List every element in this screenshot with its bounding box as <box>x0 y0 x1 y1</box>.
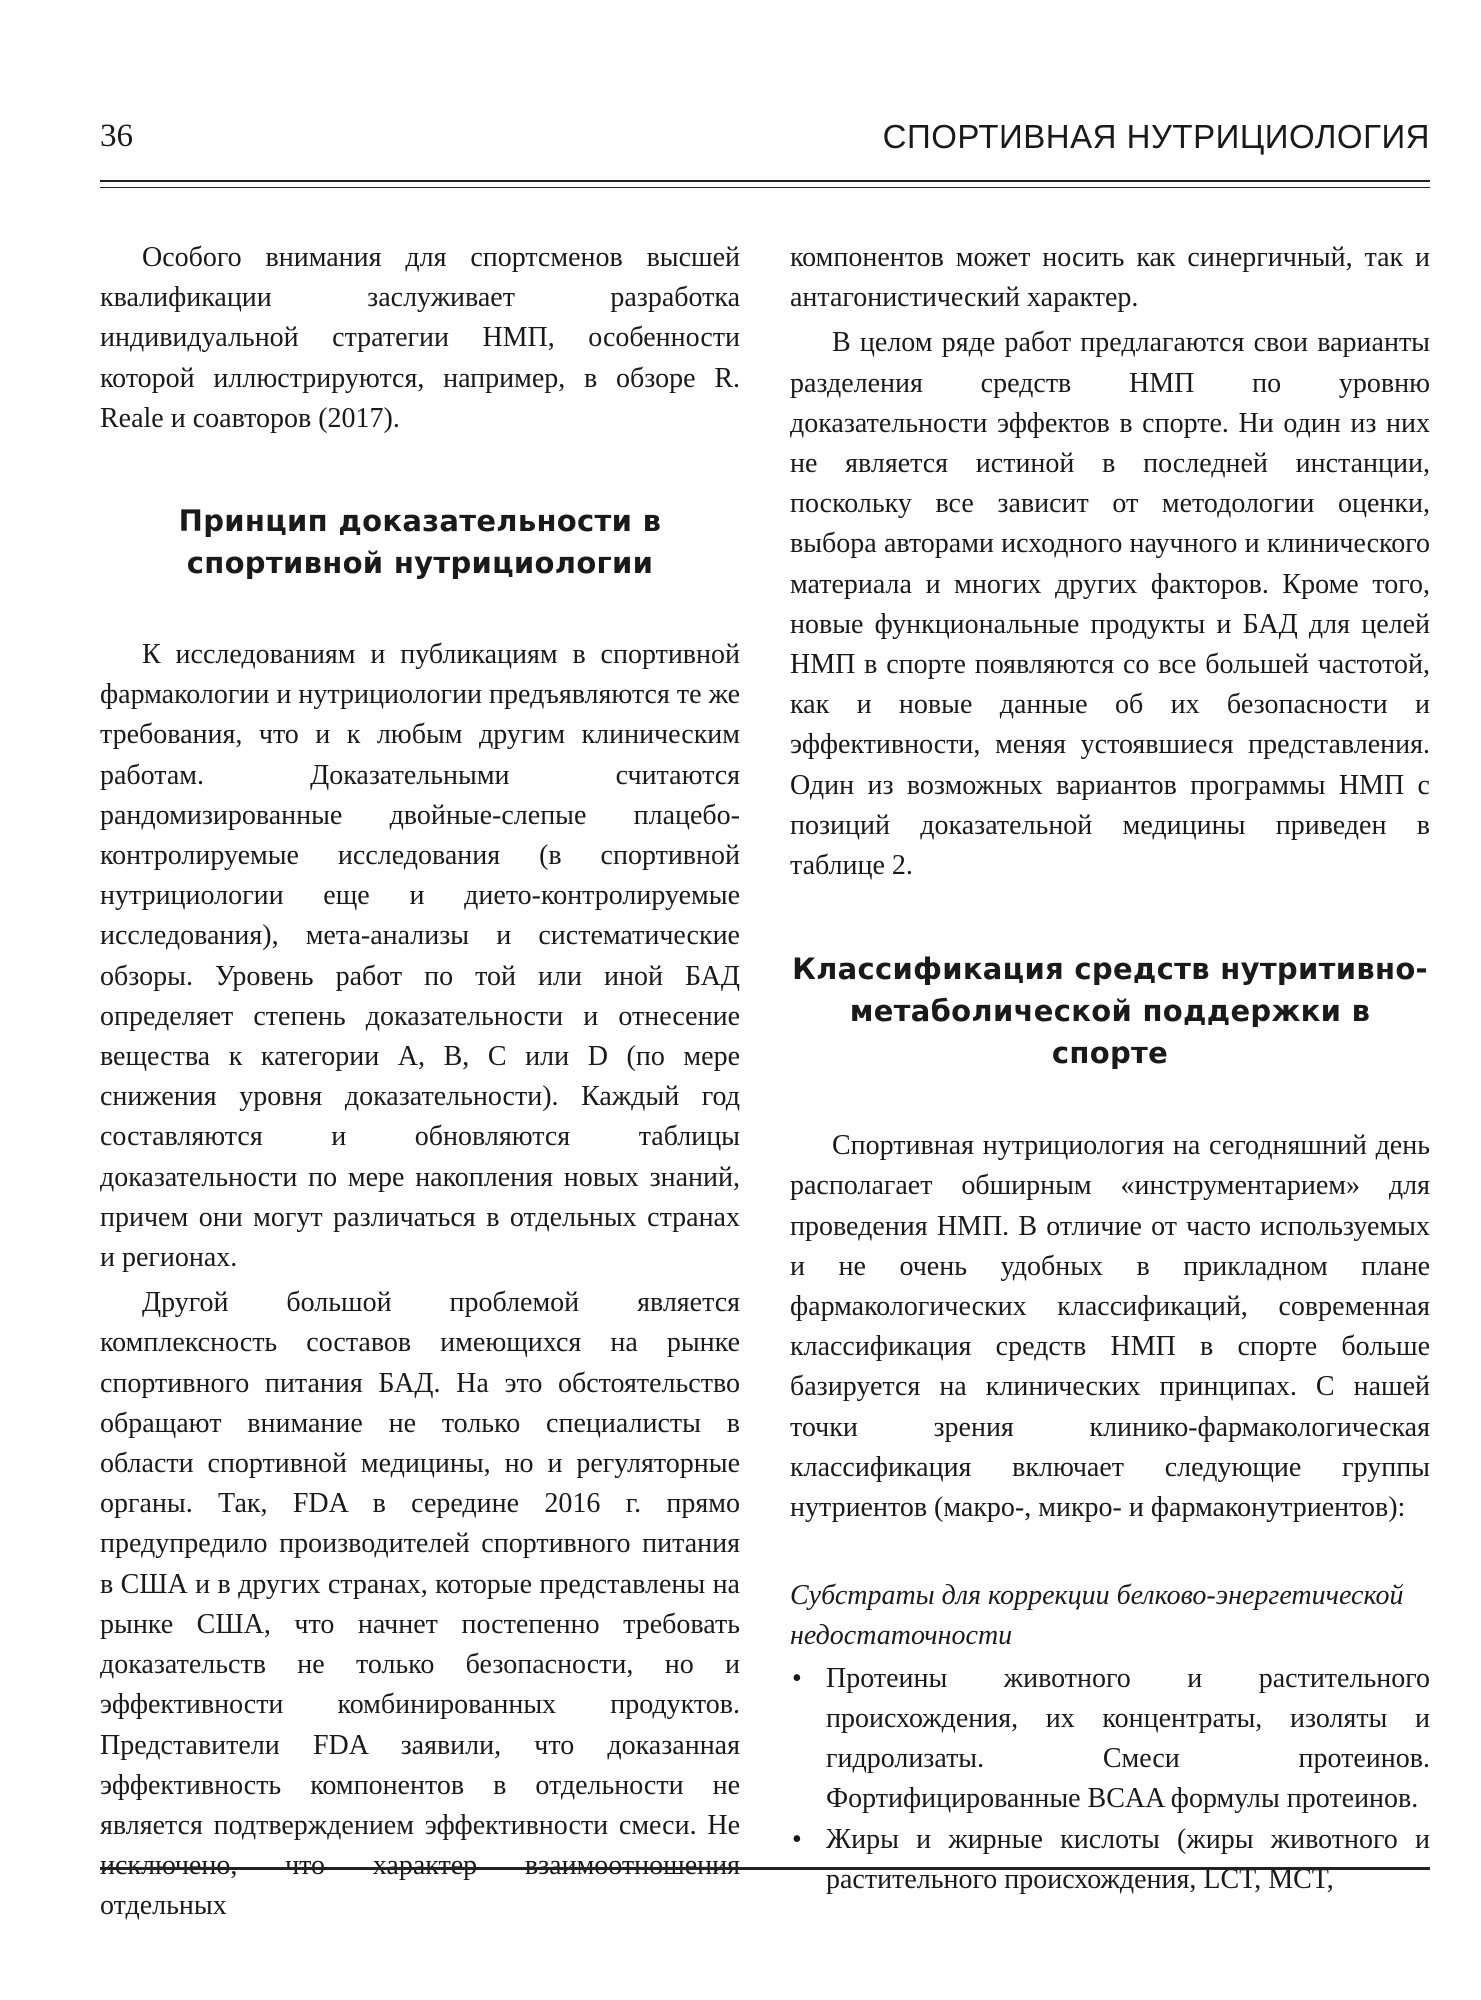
list-item-text: Жиры и жирные кислоты (жиры животного и растительного происхождения, LCT, MCT, <box>826 1823 1430 1895</box>
running-title: СПОРТИВНАЯ НУТРИЦИОЛОГИЯ <box>882 118 1430 155</box>
list-item <box>790 1659 1430 1820</box>
page-header <box>100 118 1430 168</box>
paragraph: Особого внимания для спортсменов высшей квалификации заслуживает разработка индивидуальной стратегии НМП, особенности которой иллюстрируются, например, в обзоре R. Reale и соавторов (2017). <box>100 242 740 434</box>
footer-rule <box>100 1867 1430 1870</box>
bullet-icon: • <box>792 1823 802 1855</box>
list-item-text: Протеины животного и растительного происхождения, их концентраты, изоляты и гидролизаты. Смеси протеинов. Фортифицированные BCAA формулы протеинов. <box>826 1662 1430 1815</box>
bullet-list <box>790 1659 1430 1900</box>
right-column <box>790 238 1430 1900</box>
italic-subheading: Субстраты для коррекции белково-энергетической недостаточности <box>790 1580 1404 1652</box>
left-column <box>100 238 740 1932</box>
paragraph: Спортивная нутрициология на сегодняшний день располагает обширным «инструментарием» для проведения НМП. В отличие от часто используемых и не очень удобных в прикладном плане фармакологических классификаций, современная классификация средств НМП в спорте больше базируется на клинических принципах. С нашей точки зрения клинико-фармакологическая классификация включает следующие группы нутриентов (макро-, микро- и фармаконутриентов): <box>790 1130 1430 1524</box>
paragraph: К исследованиям и публикациям в спортивной фармакологии и нутрициологии предъявляются те же требования, что и к любым другим клиническим работам. Доказательными считаются рандомизированные двойные-слепые плацебо-контролируемые исследования (в спортивной нутрициологии еще и дието-контролируемые исследования), мета-анализы и систематические обзоры. Уровень работ по той или иной БАД определяет степень доказательности и отнесение вещества к категории A, B, C или D (по мере снижения уровня доказательности). Каждый год составляются и обновляются таблицы доказательности по мере накопления новых знаний, причем они могут различаться в отдельных странах и регионах. <box>100 639 740 1274</box>
paragraph: компонентов может носить как синергичный, так и антагонистический характер. <box>790 242 1430 314</box>
paragraph: Другой большой проблемой является комплексность составов имеющихся на рынке спортивного питания БАД. На это обстоятельство обращают внимание не только специалисты в области спортивной медицины, но и регуляторные органы. Так, FDA в середине 2016 г. прямо предупредило производителей спортивного питания в США и в других странах, которые представлены на рынке США, что начнет постепенно требовать доказательств не только безопасности, но и эффективности комбинированных продуктов. Представители FDA заявили, что доказанная эффективность компонентов в отдельности не является подтверждением эффективности смеси. Не исключено, что характер взаимоотношения отдельных <box>100 1287 740 1922</box>
section-heading-evidence: Принцип доказательности в спортивной нутрициологии <box>178 504 662 581</box>
list-item <box>790 1820 1430 1900</box>
page-number: 36 <box>100 118 133 154</box>
bullet-icon: • <box>792 1662 802 1694</box>
section-heading-classification: Классификация средств нутритивно-метаболической поддержки в спорте <box>792 952 1428 1071</box>
header-rule <box>100 180 1430 188</box>
paragraph: В целом ряде работ предлагаются свои варианты разделения средств НМП по уровню доказательности эффектов в спорте. Ни один из них не является истиной в последней инстанции, поскольку все зависит от методологии оценки, выбора авторами исходного научного и клинического материала и многих других факторов. Кроме того, новые функциональные продукты и БАД для целей НМП в спорте появляются со все большей частотой, как и новые данные об их безопасности и эффективности, меняя устоявшиеся представления. Один из возможных вариантов программы НМП с позиций доказательной медицины приведен в таблице 2. <box>790 327 1430 882</box>
